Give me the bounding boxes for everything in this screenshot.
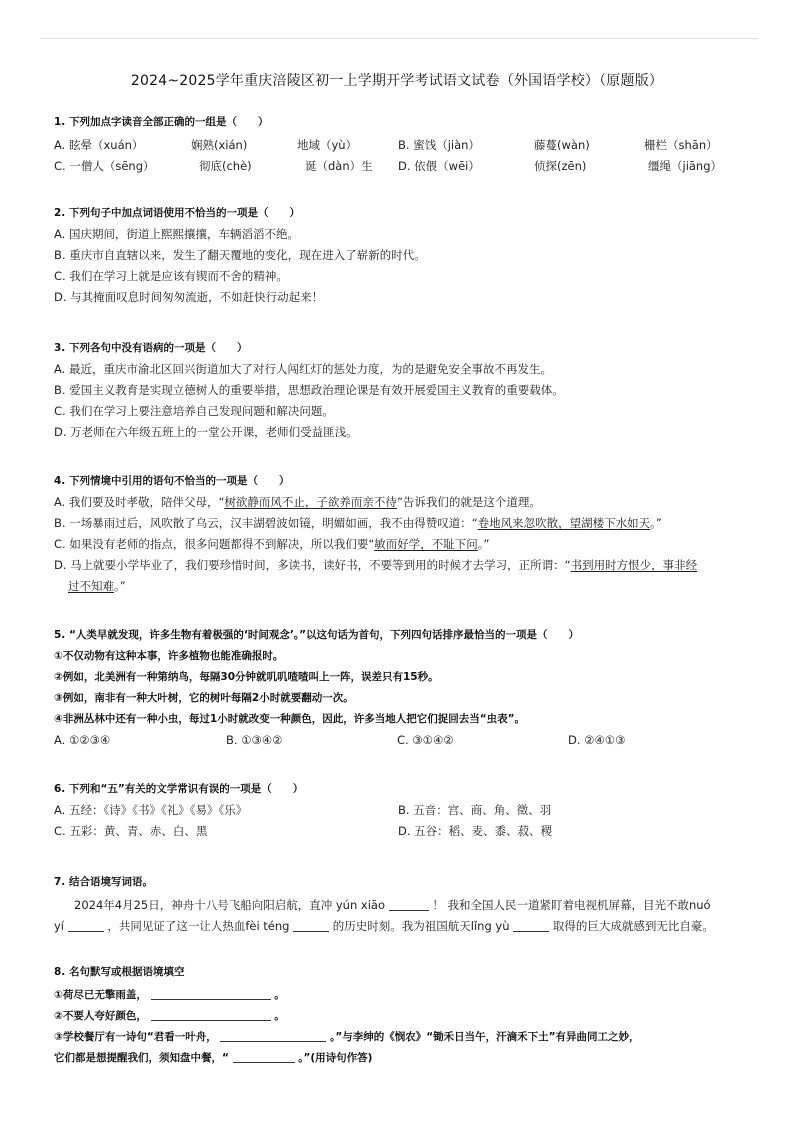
question-2-option-b: B. 重庆市自直辖以来，发生了翻天覆地的变化，现在进入了崭新的时代。 <box>54 248 426 262</box>
q4-b-text-before: B. 一场暴雨过后，风吹散了乌云，汉丰湖碧波如镜，明媚如画，我不由得赞叹道：“ <box>54 516 478 530</box>
q1-option-a-item1: A. 眩晕（xuán） <box>54 138 144 152</box>
q6-option-a: A. 五经：《诗》《书》《礼》《易》《乐》 <box>54 803 248 817</box>
question-3 <box>54 340 754 443</box>
question-5-sentence-1: ①不仅动物有这种本事，许多植物也能准确报时。 <box>54 650 284 662</box>
q8-blank-3[interactable] <box>220 1028 326 1042</box>
question-2-option-a: A. 国庆期间，街道上熙熙攘攘，车辆滔滔不绝。 <box>54 227 299 241</box>
question-8-line-4 <box>54 1048 754 1069</box>
q7-blank-yunxiao[interactable] <box>389 897 429 911</box>
question-3-option-c: C. 我们在学习上要注意培养自己发现问题和解决问题。 <box>54 404 334 418</box>
question-7-paragraph-line-2 <box>54 916 754 937</box>
q1-option-d-item2: 侦探(zēn) <box>534 159 587 173</box>
question-6-row-2 <box>54 821 754 842</box>
q6-option-c: C. 五彩：黄、青、赤、白、黑 <box>54 824 208 838</box>
q7-text-6: 取得的巨大成就感到无比自豪。 <box>552 919 714 933</box>
q1-option-d-item3: 缰绳（jiāng） <box>648 159 723 173</box>
question-4-option-d <box>54 555 754 576</box>
q4-c-text-after: 。” <box>477 537 490 551</box>
q6-option-b: B. 五音：宫、商、角、徵、羽 <box>398 803 552 817</box>
q4-c-quote: 敏而好学，不耻下问 <box>374 537 478 551</box>
question-3-option-d: D. 万老师在六年级五班上的一堂公开课，老师们受益匪浅。 <box>54 425 358 439</box>
question-4 <box>54 473 754 597</box>
q4-b-text-after: 。” <box>650 516 662 530</box>
q7-text-1: 2024年4月25日，神舟十八号飞船向阳启航，直冲 yún xiāo <box>74 898 385 912</box>
q5-option-d: D. ②④①③ <box>568 733 626 747</box>
question-4-option-c <box>54 534 754 555</box>
question-8-line-3 <box>54 1027 754 1048</box>
question-7-paragraph-line-1 <box>54 895 754 916</box>
question-8-stem: 8. 名句默写或根据语境填空 <box>54 966 185 978</box>
question-5 <box>54 627 754 751</box>
q4-a-text-after: ”告诉我们的就是这个道理。 <box>396 495 541 509</box>
question-8-line-2 <box>54 1006 754 1027</box>
question-1-stem: 1. 下列加点字读音全部正确的一组是（ ） <box>54 116 269 128</box>
q7-text-2: ！ 我和全国人民一道紧盯着电视机屏幕，目光不敢nuó <box>432 898 711 912</box>
question-2-stem: 2. 下列句子中加点词语使用不恰当的一项是（ ） <box>54 207 300 219</box>
q7-text-3: yí <box>54 919 65 933</box>
exam-title: 2024~2025学年重庆涪陵区初一上学期开学考试语文试卷（外国语学校）（原题版） <box>130 73 664 89</box>
q4-a-text-before: A. 我们要及时孝敬，陪伴父母，“ <box>54 495 225 509</box>
q8-blank-4[interactable] <box>233 1049 295 1063</box>
question-1-row-c <box>54 156 754 177</box>
q4-d-text-before: D. 马上就要小学毕业了，我们要珍惜时间，多读书，读好书，不要等到用的时候才去学习，正所谓：“ <box>54 558 571 572</box>
header-rule <box>40 38 758 39</box>
question-6 <box>54 781 754 842</box>
q7-text-5: 的历史时刻。我为祖国航天lǐng yù <box>332 919 510 933</box>
question-3-option-a: A. 最近，重庆市渝北区回兴街道加大了对行人闯红灯的惩处力度，为的是避免安全事故不再发生。 <box>54 362 552 376</box>
question-4-option-b <box>54 513 754 534</box>
q5-option-a: A. ①②③④ <box>54 733 111 747</box>
question-4-stem: 4. 下列情境中引用的语句不恰当的一项是（ ） <box>54 475 290 487</box>
q8-line-3-text-after: 。”与李绅的《悯农》“锄禾日当午，汗滴禾下土”有异曲同工之妙， <box>330 1031 640 1043</box>
question-7-stem: 7. 结合语境写词语。 <box>54 876 153 888</box>
question-1-row-a <box>54 135 754 156</box>
q8-line-4-text-after: 。”(用诗句作答) <box>298 1052 373 1064</box>
q7-blank-nuoyi[interactable] <box>68 918 104 932</box>
question-4-option-d-continued <box>54 576 754 597</box>
q5-option-c: C. ③①④② <box>397 733 454 747</box>
question-5-stem: 5. “人类早就发现，许多生物有着极强的‘时间观念’。”以这句话为首句，下列四句话排序最恰当的一项是（ ） <box>54 629 579 641</box>
question-2-option-d: D. 与其掩面叹息时间匆匆流逝，不如赶快行动起来！ <box>54 290 324 304</box>
q1-option-d-item1: D. 依偎（wēi） <box>398 159 480 173</box>
question-3-stem: 3. 下列各句中没有语病的一项是（ ） <box>54 342 248 354</box>
question-7 <box>54 874 754 937</box>
q8-line-3-text: ③学校餐厅有一诗句“君看一叶舟， <box>54 1031 217 1043</box>
q5-option-b: B. ①③④② <box>226 733 283 747</box>
question-6-row-1 <box>54 800 754 821</box>
q1-option-c-item3: 诞（dàn）生 <box>305 159 373 173</box>
q4-d-text-after: 。” <box>114 579 126 593</box>
question-5-sentence-2: ②例如，北美洲有一种第纳鸟，每隔30分钟就叽叽喳喳叫上一阵，误差只有15秒。 <box>54 671 439 683</box>
question-2-option-c: C. 我们在学习上就是应该有锲而不舍的精神。 <box>54 269 288 283</box>
q8-line-2-period: 。 <box>274 1010 285 1022</box>
question-1 <box>54 114 754 177</box>
q8-line-2-text: ②不要人夸好颜色， <box>54 1010 147 1022</box>
q1-option-c-item2: 彻底(chè) <box>199 159 252 173</box>
q1-option-b-item3: 栅栏（shān） <box>644 138 718 152</box>
question-8 <box>54 964 754 1069</box>
question-4-option-a <box>54 492 754 513</box>
question-3-option-b: B. 爱国主义教育是实现立德树人的重要举措，思想政治理论课是有效开展爱国主义教育的重要载体。 <box>54 383 564 397</box>
q4-d-quote-part2: 过不知难 <box>68 579 114 593</box>
question-5-sentence-3: ③例如，南非有一种大叶树，它的树叶每隔2小时就要翻动一次。 <box>54 692 354 704</box>
q4-a-quote: 树欲静而风不止，子欲养而亲不待 <box>224 495 397 509</box>
q7-blank-lingyu[interactable] <box>513 918 549 932</box>
question-6-stem: 6. 下列和“五”有关的文学常识有误的一项是（ ） <box>54 783 304 795</box>
q1-option-c-item1: C. 一僧人（sēng） <box>54 159 155 173</box>
q1-option-b-item2: 藤蔓(wàn) <box>534 138 590 152</box>
question-5-sentence-4: ④非洲丛林中还有一种小虫，每过1小时就改变一种颜色，因此，许多当地人把它们捉回去当“虫表”。 <box>54 713 525 725</box>
q4-b-quote: 卷地风来忽吹散，望湖楼下水如天 <box>477 516 651 530</box>
q8-line-1-period: 。 <box>274 989 285 1001</box>
q6-option-d: D. 五谷：稻、麦、黍、菽、稷 <box>398 824 553 838</box>
q1-option-a-item3: 地域（yù） <box>297 138 358 152</box>
q1-option-a-item2: 娴熟(xián) <box>191 138 248 152</box>
q8-blank-2[interactable] <box>151 1007 271 1021</box>
q4-c-text-before: C. 如果没有老师的指点，很多问题都得不到解决，所以我们要“ <box>54 537 375 551</box>
q4-d-quote-part1: 书到用时方恨少，事非经 <box>570 558 698 572</box>
question-8-line-1 <box>54 985 754 1006</box>
q8-line-4-text: 它们都是想提醒我们，须知盘中餐，“ <box>54 1052 229 1064</box>
q8-blank-1[interactable] <box>151 986 271 1000</box>
question-5-options <box>54 730 754 751</box>
q7-blank-feiteng[interactable] <box>293 918 329 932</box>
q1-option-b-item1: B. 蜜饯（jiàn） <box>398 138 480 152</box>
q7-text-4: ，共同见证了这一让人热血fèi téng <box>107 919 290 933</box>
q8-line-1-text: ①荷尽已无擎雨盖， <box>54 989 147 1001</box>
question-2 <box>54 205 754 308</box>
